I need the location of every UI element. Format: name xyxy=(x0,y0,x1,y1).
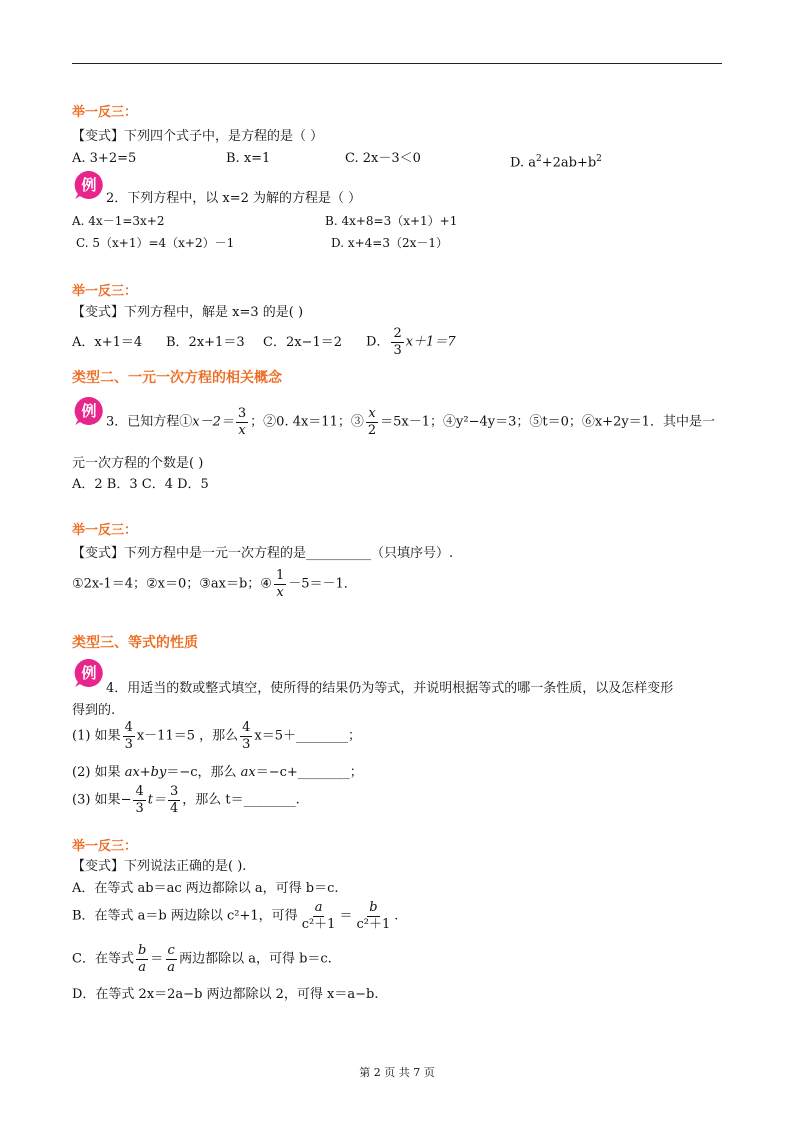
fraction: $\frac{1}{x}$ xyxy=(275,568,285,600)
example-3-stem: 3．已知方程①x－2＝ $\frac{3}{x}$ ；②0. 4x＝11；③ $\frac{x}{2}$ ＝5x－1；④y²−4y＝3；⑤t＝0；⑥x+2y＝1．其中是一 xyxy=(106,406,715,438)
fraction: $\frac{c}{a}$ xyxy=(167,943,176,975)
fraction: $\frac{4}{3}$ xyxy=(124,720,133,752)
example-badge-icon xyxy=(74,658,104,688)
fraction: $\frac{2}{3}$ xyxy=(393,326,402,358)
example-4-stem-cont: 得到的. xyxy=(72,703,116,718)
example-3-stem-cont: 元一次方程的个数是( ) xyxy=(72,456,204,471)
fraction: $\frac{a}{\text{c²＋1}}$ xyxy=(301,900,336,932)
option-b: B．2x+1＝3 xyxy=(166,335,245,350)
fraction: $\frac{3}{4}$ xyxy=(169,784,179,816)
svg-text:例: 例 xyxy=(81,402,97,420)
option-c: C. 2x－3＜0 xyxy=(345,151,421,166)
fraction: $\frac{b}{\text{c²＋1}}$ xyxy=(356,900,391,932)
option-b: B. x=1 xyxy=(226,151,271,166)
page-footer: 第 2 页 共 7 页 xyxy=(359,1066,435,1079)
option-d: D．在等式 2x＝2a−b 两边都除以 2，可得 x＝a−b. xyxy=(72,987,379,1002)
example-3-options: A．2 B．3 C．4 D．5 xyxy=(72,477,209,492)
variant-line: ①2x-1＝4；②x＝0；③ax＝b；④ $\frac{1}{x}$ －5＝－1． xyxy=(72,568,357,600)
option-d: D. x+4=3（2x－1） xyxy=(331,236,449,250)
variant-question: 【变式】下列方程中，解是 x=3 的是( ) xyxy=(72,305,304,320)
section-heading: 类型二、一元一次方程的相关概念 xyxy=(72,370,282,386)
example-badge-icon xyxy=(74,396,104,426)
example-4-item-3: (3) 如果− $\frac{4}{3}$ t＝ $\frac{3}{4}$ ，那么 t＝________. xyxy=(72,784,300,816)
example-badge-icon xyxy=(74,170,104,200)
follow-up-label: 举一反三： xyxy=(72,839,138,854)
fraction: $\frac{b}{a}$ xyxy=(137,943,147,975)
example-4-item-1: (1) 如果 $\frac{4}{3}$ x－11＝5 ，那么 $\frac{4}{3}$ x＝5＋________； xyxy=(72,720,362,752)
option-d: D. $a^2+2ab+b^2$ xyxy=(510,154,602,171)
follow-up-label: 举一反三： xyxy=(72,284,138,299)
option-a: A．x+1＝4 xyxy=(72,335,143,350)
option-a: A. 4x－1=3x+2 xyxy=(72,214,165,228)
variant-question: 【变式】下列说法正确的是( ). xyxy=(72,859,247,874)
variant-question: 【变式】下列四个式子中，是方程的是（ ） xyxy=(72,129,324,144)
option-a: A. 3+2=5 xyxy=(72,151,137,166)
option-c: C．2x−1＝2 xyxy=(263,335,342,350)
example-2-stem: 2．下列方程中，以 x=2 为解的方程是（ ） xyxy=(106,191,362,206)
example-4-stem: 4．用适当的数或整式填空，使所得的结果仍为等式，并说明根据等式的哪一条性质，以及怎样变形 xyxy=(106,681,674,696)
option-a: A．在等式 ab＝ac 两边都除以 a，可得 b＝c. xyxy=(72,881,339,896)
fraction: $\frac{x}{2}$ xyxy=(367,406,377,438)
option-c: C. 5（x+1）=4（x+2）－1 xyxy=(76,236,235,250)
section-heading: 类型三、等式的性质 xyxy=(72,635,198,651)
svg-text:例: 例 xyxy=(81,664,97,682)
follow-up-label: 举一反三： xyxy=(72,523,138,538)
follow-up-label: 举一反三： xyxy=(72,105,138,120)
fraction: $\frac{3}{x}$ xyxy=(237,406,247,438)
option-b: B. 4x+8=3（x+1）+1 xyxy=(325,214,458,228)
svg-text:例: 例 xyxy=(81,176,97,194)
fraction: $\frac{4}{3}$ xyxy=(135,784,144,816)
header-rule xyxy=(72,63,722,64)
option-c: C．在等式 $\frac{b}{a}$ ＝ $\frac{c}{a}$ 两边都除以 a，可得 b＝c. xyxy=(72,943,332,975)
option-d: D． $\frac{2}{3}$ x＋1＝7 xyxy=(366,326,456,358)
variant-question: 【变式】下列方程中是一元一次方程的是__________（只填序号）. xyxy=(72,546,454,561)
example-4-item-2: (2) 如果 ax+by＝−c，那么 ax＝−c+________； xyxy=(72,765,363,780)
fraction: $\frac{4}{3}$ xyxy=(242,720,251,752)
option-b: B．在等式 a＝b 两边除以 c²+1，可得 $\frac{a}{\text{c²＋1}}$ ＝ $\frac{b}{\text{c²＋1}}$ . xyxy=(72,900,399,932)
